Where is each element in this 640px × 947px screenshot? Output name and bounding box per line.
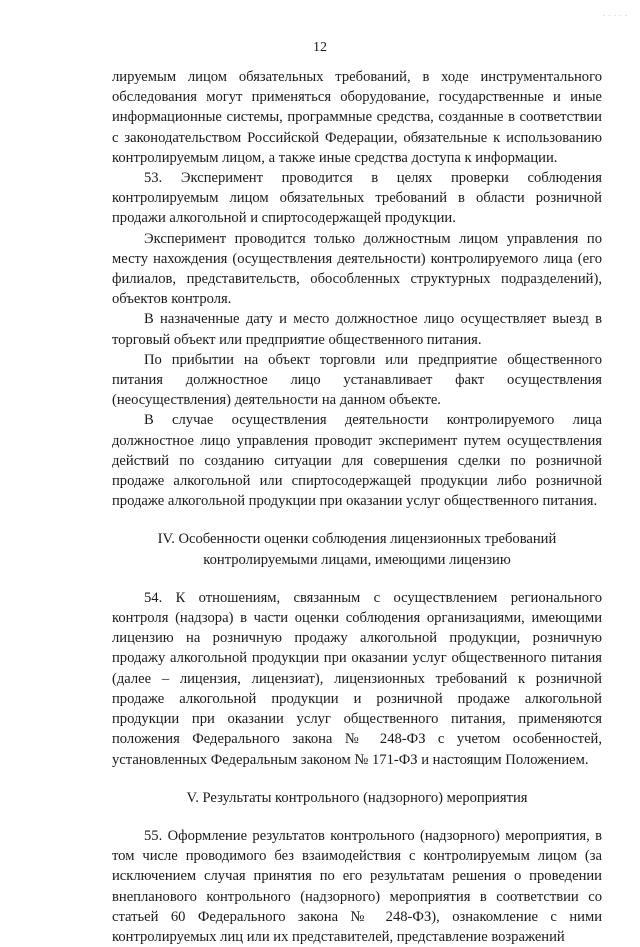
spacer	[112, 511, 602, 529]
scan-corner-mark: - - - - -	[603, 13, 628, 19]
paragraph-continuation: лируемым лицом обязательных требований, в ходе инструментального обследования могут применяться оборудование, государственные и иные информационные системы, программные средства, созданные в соответствии с законодательством Российской Федерации, обязательные к использованию контролируемым лицом, а также иные средства доступа к информации.	[112, 69, 602, 166]
section-5-heading: V. Результаты контрольного (надзорного) мероприятия	[186, 789, 528, 806]
paragraph-53: 53. Эксперимент проводится в целях проверки соблюдения контролируемым лицом обязательных требований в области розничной продажи алкогольной и спиртосодержащей продукции.	[112, 170, 602, 227]
section-4-heading	[112, 529, 602, 569]
section-4-heading-line-2: контролируемыми лицами, имеющими лицензию	[203, 551, 511, 568]
paragraph-54: 54. К отношениям, связанным с осуществлением регионального контроля (надзора) в части оценки соблюдения организациями, имеющими лицензию на розничную продажу алкогольной продукции, розничную продажу алкогольной продукции при оказании услуг общественного питания (далее – лицензия, лицензиат), лицензионных требований к розничной продаже алкогольной продукции и розничной продаже алкогольной продукции при оказании услуг общественного питания, применяются положения Федерального закона № 248-ФЗ с учетом особенностей, установленных Федеральным законом № 171-ФЗ и настоящим Положением.	[112, 589, 602, 768]
page-content	[112, 67, 602, 947]
paragraph-53-arrival: По прибытии на объект торговли или предприятие общественного питания должностное лицо устанавливает факт осуществления (неосуществления) деятельности на данном объекте.	[112, 351, 602, 409]
section-4-heading-line-1: IV. Особенности оценки соблюдения лицензионных требований	[157, 531, 557, 548]
paragraph-55: 55. Оформление результатов контрольного (надзорного) мероприятия, в том числе проводимого без взаимодействия с контролируемым лицом (за исключением случая принятия по его результатам решения о проведении внепланового контрольного (надзорного) мероприятия в соответствии со статьей 60 Федерального закона № 248-ФЗ), ознакомление с ними контролируемых лиц или их представителей, представление возражений	[112, 827, 602, 945]
paragraph-53-procedure: В случае осуществления деятельности контролируемого лица должностное лицо управления проводит эксперимент путем осуществления действий по созданию ситуации для совершения сделки по розничной продаже алкогольной или спиртосодержащей продукции либо розничной продаже алкогольной продукции при оказании услуг общественного питания.	[112, 412, 602, 510]
paragraph-53-experiment-scope: Эксперимент проводится только должностным лицом управления по месту нахождения (осуществления деятельности) контролируемого лица (его филиалов, представительств, обособленных структурных подразделений), объектов контроля.	[112, 230, 602, 308]
paragraph-53-visit: В назначенные дату и место должностное лицо осуществляет выезд в торговый объект или предприятие общественного питания.	[112, 311, 602, 348]
page-number: 12	[313, 40, 327, 55]
spacer	[112, 808, 602, 826]
spacer	[112, 570, 602, 588]
spacer	[112, 770, 602, 788]
